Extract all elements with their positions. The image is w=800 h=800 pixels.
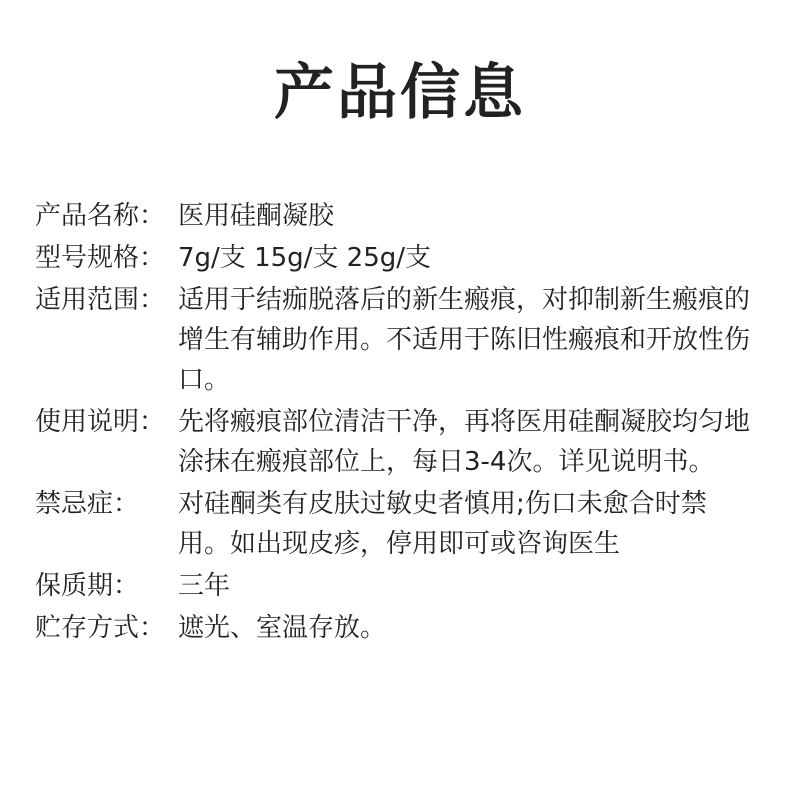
info-row-product-name [35,196,775,236]
info-row-model-spec [35,238,775,278]
shelf-life-label: 保质期： [35,571,140,601]
product-name-label: 产品名称： [35,201,166,231]
shelf-life-value: 三年 [178,571,231,601]
storage-label: 贮存方式： [35,613,166,643]
storage-value: 遮光、室温存放。 [178,613,387,643]
info-row-scope [35,280,775,400]
product-name-value: 医用硅酮凝胶 [178,201,335,231]
instructions-value: 先将瘢痕部位清洁干净，再将医用硅酮凝胶均匀地涂抹在瘢痕部位上，每日3-4次。详见说明书。 [178,407,751,477]
scope-value: 适用于结痂脱落后的新生瘢痕，对抑制新生瘢痕的增生有辅助作用。不适用于陈旧性瘢痕和开放性伤口。 [178,285,751,395]
contraindications-label: 禁忌症： [35,489,140,519]
model-spec-label: 型号规格： [35,243,166,273]
info-row-storage [35,608,775,648]
scope-label: 适用范围： [35,285,166,315]
instructions-label: 使用说明： [35,407,166,437]
info-row-shelf-life [35,566,775,606]
info-row-instructions [35,402,775,482]
contraindications-value: 对硅酮类有皮肤过敏史者慎用;伤口未愈合时禁用。如出现皮疹，停用即可或咨询医生 [178,489,707,559]
model-spec-value: 7g/支 15g/支 25g/支 [178,243,432,273]
page-title: 产品信息 [274,58,526,128]
info-row-contraindications [35,484,775,564]
product-info-list [35,196,775,650]
